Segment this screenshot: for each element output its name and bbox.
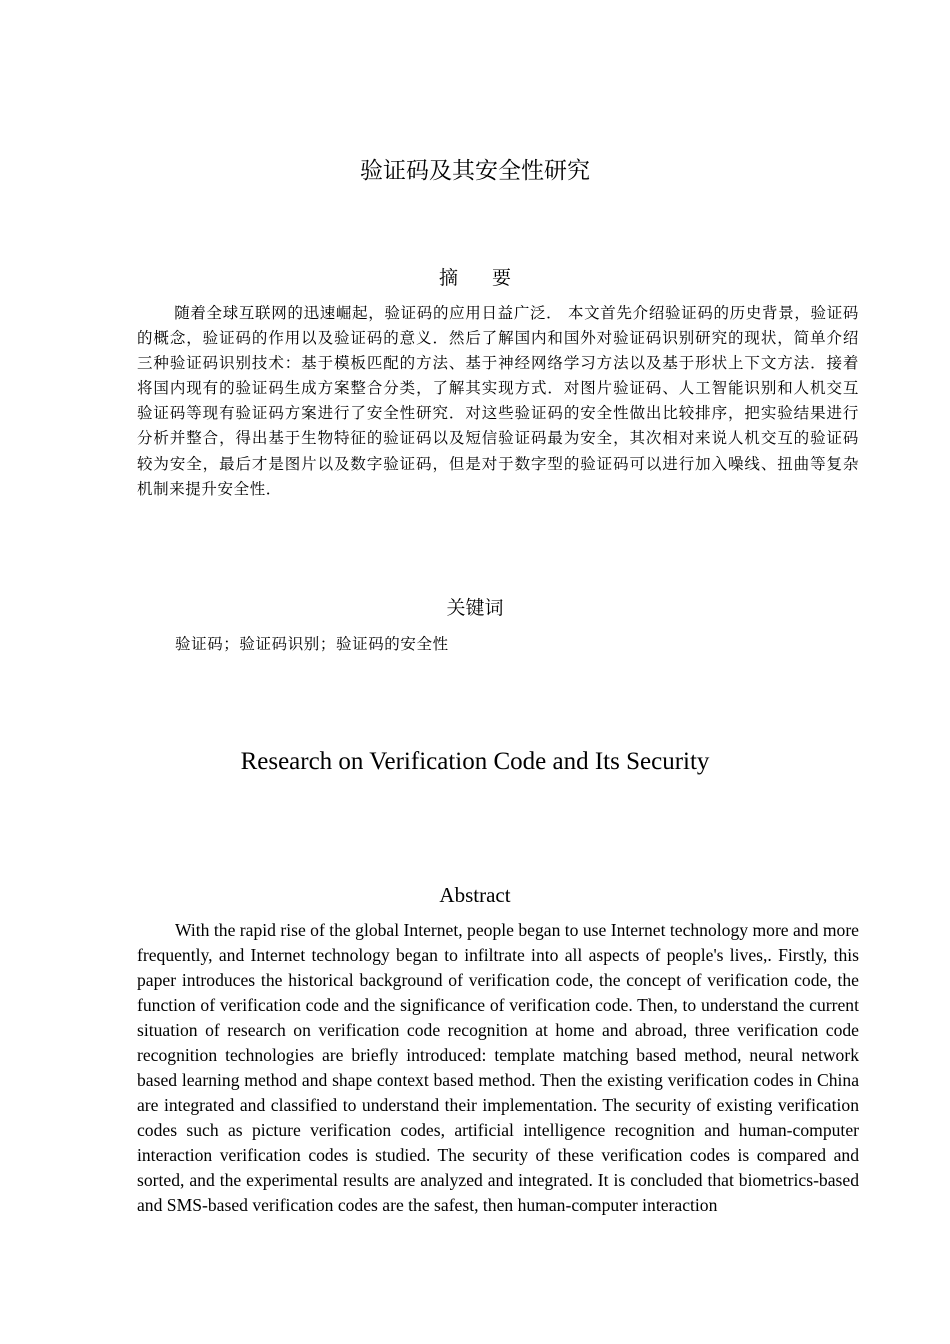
chinese-abstract-body: 随着全球互联网的迅速崛起，验证码的应用日益广泛． 本文首先介绍验证码的历史背景，验证码的概念，验证码的作用以及验证码的意义．然后了解国内和国外对验证码识别研究的现状，简单介绍三种验证码识别技术：基于模板匹配的方法、基于神经网络学习方法以及基于形状上下文方法．接着将国内现有的验证码生成方案整合分类，了解其实现方式．对图片验证码、人工智能识别和人机交互验证码等现有验证码方案进行了安全性研究．对这些验证码的安全性做出比较排序，把实验结果进行分析并整合，得出基于生物特征的验证码以及短信验证码最为安全，其次相对来说人机交互的验证码较为安全，最后才是图片以及数字验证码，但是对于数字型的验证码可以进行加入噪线、扭曲等复杂机制来提升安全性． — [137, 304, 859, 498]
english-abstract-heading: Abstract — [439, 883, 511, 907]
chinese-abstract-heading: 摘 要 — [438, 267, 526, 289]
chinese-keywords: 验证码；验证码识别；验证码的安全性 — [175, 635, 449, 653]
chinese-keywords-heading: 关键词 — [446, 597, 504, 619]
english-title: Research on Verification Code and Its Security — [240, 748, 710, 775]
chinese-title: 验证码及其安全性研究 — [360, 158, 590, 184]
english-abstract-body: With the rapid rise of the global Internet, people began to use Internet technology more and more frequently, and Internet technology began to infiltrate into all aspects of people's lives,. Firstly, this paper introduces the historical background of verification code, the concept of verification code, the function of verification code and the significance of verification code. Then, to understand the current situation of research on verification code recognition at home and abroad, three verification code recognition technologies are briefly introduced: template matching based method, neural network based learning method and shape context based method. Then the existing verification codes in China are integrated and classified to understand their implementation. The security of existing verification codes such as picture verification codes, artificial intelligence recognition and human-computer interaction verification codes is studied. The security of these verification codes is compared and sorted, and the experimental results are analyzed and integrated. It is concluded that biometrics-based and SMS-based verification codes are the safest, then human-computer interaction — [137, 920, 859, 1215]
